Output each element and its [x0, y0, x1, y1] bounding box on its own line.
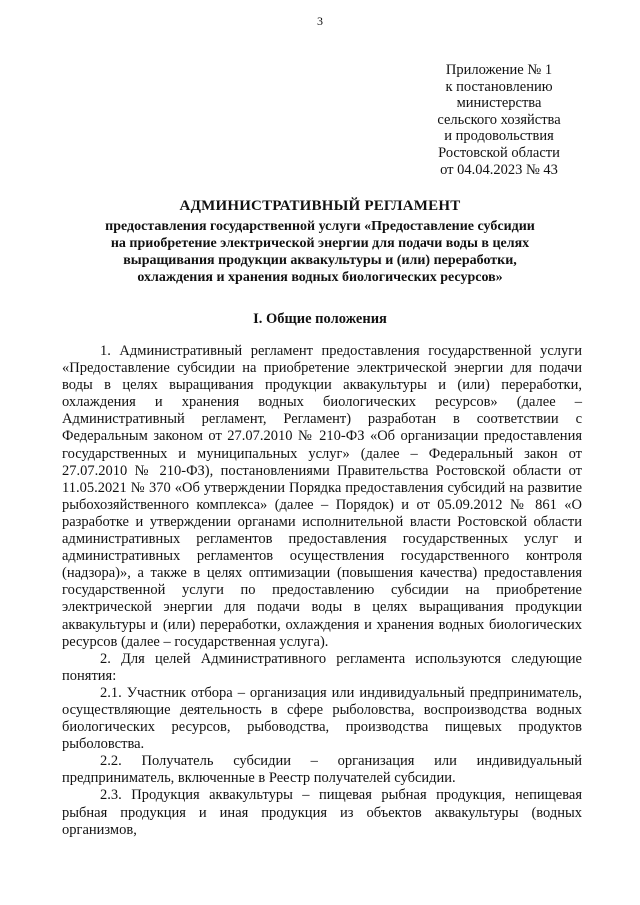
paragraph: 2.2. Получатель субсидии – организация или индивидуальный предприниматель, включенные в Реестр получателей субсидии.: [62, 753, 582, 787]
body-text: [62, 343, 582, 839]
paragraph: 1. Административный регламент предоставления государственной услуги «Предоставление субсидии на приобретение электрической энергии для подачи воды в целях выращивания продукции аквакультуры и (или) переработки, охлаждения и хранения водных биологических ресурсов» (далее – Административный регламент, Регламент) разработан в соответствии с Федеральным законом от 27.07.2010 № 210-ФЗ «Об организации предоставления государственных и муниципальных услуг» (далее – Федеральный закон от 27.07.2010 № 210-ФЗ), постановлениями Правительства Ростовской области от 11.05.2021 № 370 «Об утверждении Порядка предоставления субсидий на развитие рыбохозяйственного комплекса» (далее – Порядок) и от 05.09.2012 № 861 «О разработке и утверждении органами исполнительной власти Ростовской области административных регламентов предоставления государственных услуг и административных регламентов осуществления государственного контроля (надзора)», а также в целях оптимизации (повышения качества) предоставления государственной услуги по предоставлению субсидии на приобретение электрической энергии для подачи воды в целях выращивания продукции аквакультуры и (или) переработки, охлаждения и хранения водных биологических ресурсов (далее – государственная услуга).: [62, 343, 582, 650]
subtitle-line: предоставления государственной услуги «Предоставление субсидии: [105, 219, 535, 234]
document-title: АДМИНИСТРАТИВНЫЙ РЕГЛАМЕНТ: [179, 198, 461, 214]
section-heading: I. Общие положения: [253, 311, 387, 327]
subtitle-line: выращивания продукции аквакультуры и (или) переработки,: [123, 253, 517, 268]
page-number: 3: [317, 14, 323, 28]
paragraph: 2.3. Продукция аквакультуры – пищевая рыбная продукция, непищевая рыбная продукция и иная продукция из объектов аквакультуры (водных организмов,: [62, 787, 582, 838]
document-subtitle: [60, 218, 580, 286]
paragraph: 2. Для целей Административного регламента используются следующие понятия:: [62, 650, 582, 684]
appendix-block: [418, 62, 580, 178]
appendix-line: от 04.04.2023 № 43: [440, 161, 558, 178]
appendix-line: министерства: [456, 95, 542, 112]
subtitle-line: охлаждения и хранения водных биологических ресурсов»: [137, 270, 503, 285]
appendix-line: к постановлению: [445, 78, 553, 95]
appendix-line: и продовольствия: [444, 128, 554, 145]
appendix-line: Ростовской области: [438, 144, 560, 161]
paragraph: 2.1. Участник отбора – организация или индивидуальный предприниматель, осуществляющие деятельность в сфере рыболовства, воспроизводства водных биологических ресурсов, рыбоводства, производства пищевых продуктов рыболовства.: [62, 684, 582, 753]
subtitle-line: на приобретение электрической энергии для подачи воды в целях: [110, 236, 530, 251]
appendix-line: Приложение № 1: [445, 62, 553, 78]
appendix-line: сельского хозяйства: [437, 111, 561, 128]
